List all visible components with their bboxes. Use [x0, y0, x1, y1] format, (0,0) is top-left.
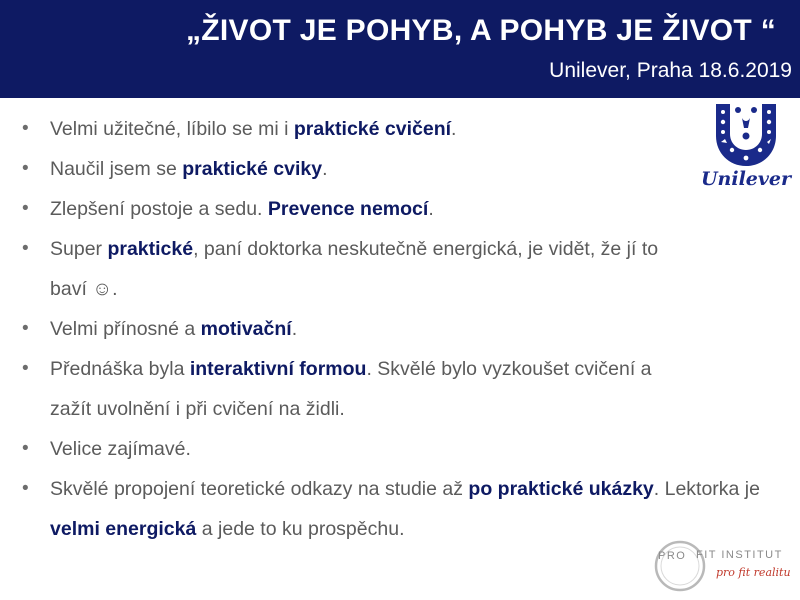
highlight-text: praktické cviky [182, 158, 323, 180]
feedback-list [22, 109, 782, 549]
item-text: Velmi užitečné, líbilo se mi i [50, 118, 294, 140]
item-text: Zlepšení postoje a sedu. [50, 198, 268, 220]
item-text: . [291, 318, 298, 340]
profit-pro-text: PRO [658, 550, 687, 562]
profit-slogan: pro fit realitu [716, 566, 791, 579]
item-text: , paní doktorka neskutečně energická, je vidět, že jí to baví ☺. [50, 238, 659, 300]
item-text: . Skvělé bylo vyzkoušet cvičení a zažít uvolnění i při cvičení na židli. [50, 358, 652, 420]
unilever-u-icon [712, 100, 780, 168]
feedback-item [22, 349, 672, 429]
highlight-text: po praktické ukázky [468, 478, 654, 500]
feedback-item [22, 149, 782, 189]
item-text: Skvělé propojení teoretické odkazy na studie až [50, 478, 469, 500]
feedback-item [22, 309, 782, 349]
feedback-item [22, 109, 782, 149]
unilever-wordmark: Unilever [700, 168, 792, 190]
item-text: . [451, 118, 457, 140]
feedback-item [22, 189, 782, 229]
profit-institut-text: FIT INSTITUT [696, 549, 783, 561]
profit-ring-icon [650, 536, 710, 596]
highlight-text: Prevence nemocí [267, 198, 429, 220]
highlight-text: velmi energická [50, 518, 197, 540]
unilever-logo [698, 100, 794, 194]
slide-subtitle: Unilever, Praha 18.6.2019 [549, 59, 792, 82]
slide-header [0, 0, 800, 98]
item-text: . [322, 158, 328, 180]
item-text: Velice zajímavé. [50, 438, 191, 460]
highlight-text: motivační [200, 318, 292, 340]
item-text: Super [50, 238, 108, 260]
item-text: a jede to ku prospěchu. [196, 518, 405, 540]
highlight-text: interaktivní formou [189, 358, 367, 380]
slide-title: „ŽIVOT JE POHYB, A POHYB JE ŽIVOT “ [185, 14, 776, 47]
highlight-text: praktické [107, 238, 194, 260]
item-text: Naučil jsem se [50, 158, 183, 180]
feedback-item [22, 229, 672, 309]
item-text: Přednáška byla [50, 358, 190, 380]
item-text: Velmi přínosné a [50, 318, 201, 340]
item-text: . [428, 198, 434, 220]
item-text: . Lektorka je [653, 478, 760, 500]
feedback-item [22, 429, 782, 469]
profit-institut-logo [650, 536, 800, 596]
highlight-text: praktické cvičení [293, 118, 452, 140]
